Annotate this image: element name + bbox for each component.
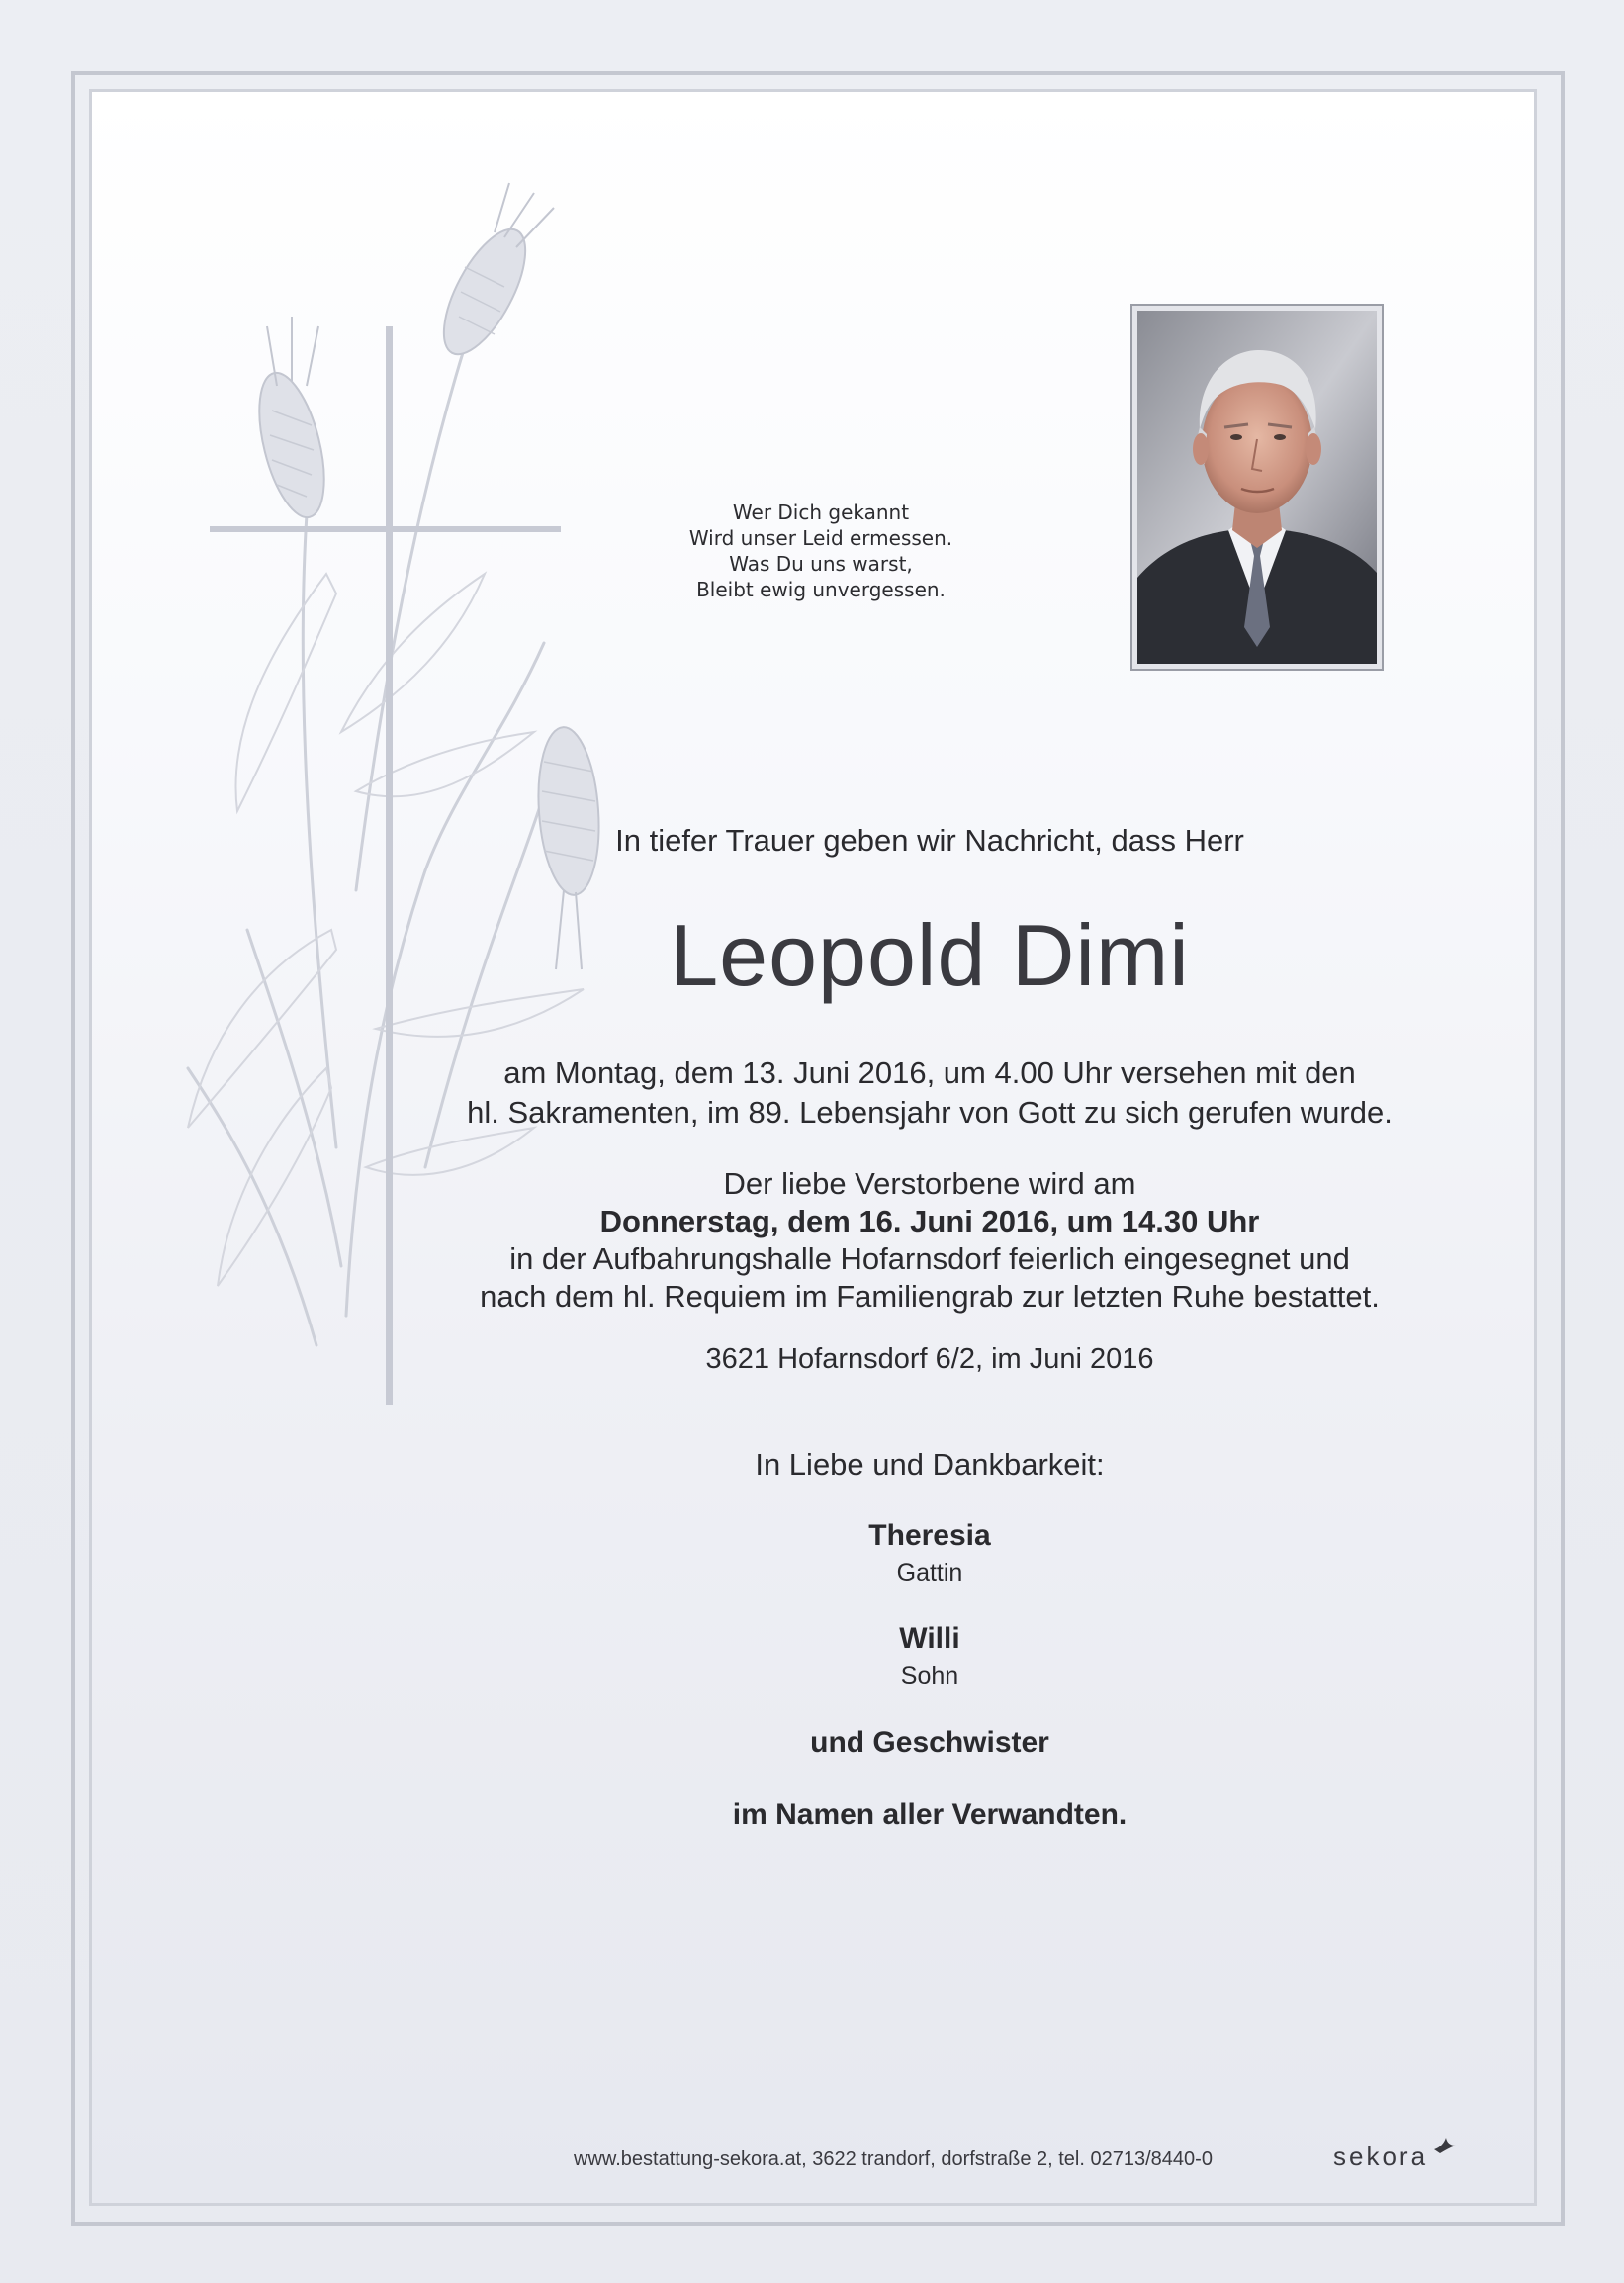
portrait-photo (1137, 311, 1377, 664)
funeral-notice (425, 1165, 1434, 1316)
funeral-line: nach dem hl. Requiem im Familiengrab zur letzten Ruhe bestattet. (480, 1279, 1380, 1314)
intro-text: In tiefer Trauer geben wir Nachricht, dass Herr (615, 823, 1244, 858)
siblings-line: und Geschwister (810, 1726, 1049, 1759)
place-date: 3621 Hofarnsdorf 6/2, im Juni 2016 (705, 1343, 1154, 1375)
poem-line: Bleibt ewig unvergessen. (696, 578, 946, 601)
funeral-line: Der liebe Verstorbene wird am (723, 1166, 1136, 1201)
relatives-line: im Namen aller Verwandten. (732, 1798, 1128, 1831)
death-notice (425, 1053, 1434, 1133)
logo-text: sekora (1333, 2142, 1429, 2171)
funeral-date: Donnerstag, dem 16. Juni 2016, um 14.30 Uhr (599, 1204, 1260, 1238)
mourner-role: Gattin (896, 1559, 963, 1587)
mourner-name: Theresia (868, 1519, 991, 1552)
mourner-name: Willi (899, 1622, 960, 1655)
mourner-role: Sohn (900, 1662, 959, 1689)
poem-line: Wer Dich gekannt (732, 501, 910, 524)
footer-contact: www.bestattung-sekora.at, 3622 trandorf, dorfstraße 2, tel. 02713/8440-0 (574, 2148, 1213, 2170)
memorial-poem (613, 500, 1029, 602)
poem-line: Was Du uns warst, (729, 552, 913, 576)
bird-icon (1432, 2134, 1458, 2155)
thanks-heading: In Liebe und Dankbarkeit: (755, 1447, 1105, 1482)
portrait-frame (1130, 304, 1384, 671)
deceased-name: Leopold Dimi (670, 906, 1190, 1004)
death-notice-line: hl. Sakramenten, im 89. Lebensjahr von Gott zu sich gerufen wurde. (467, 1095, 1393, 1130)
death-notice-line: am Montag, dem 13. Juni 2016, um 4.00 Uhr versehen mit den (503, 1055, 1356, 1090)
funeral-line: in der Aufbahrungshalle Hofarnsdorf feierlich eingesegnet und (509, 1241, 1350, 1276)
sekora-logo (1333, 2142, 1428, 2172)
poem-line: Wird unser Leid ermessen. (688, 526, 953, 550)
